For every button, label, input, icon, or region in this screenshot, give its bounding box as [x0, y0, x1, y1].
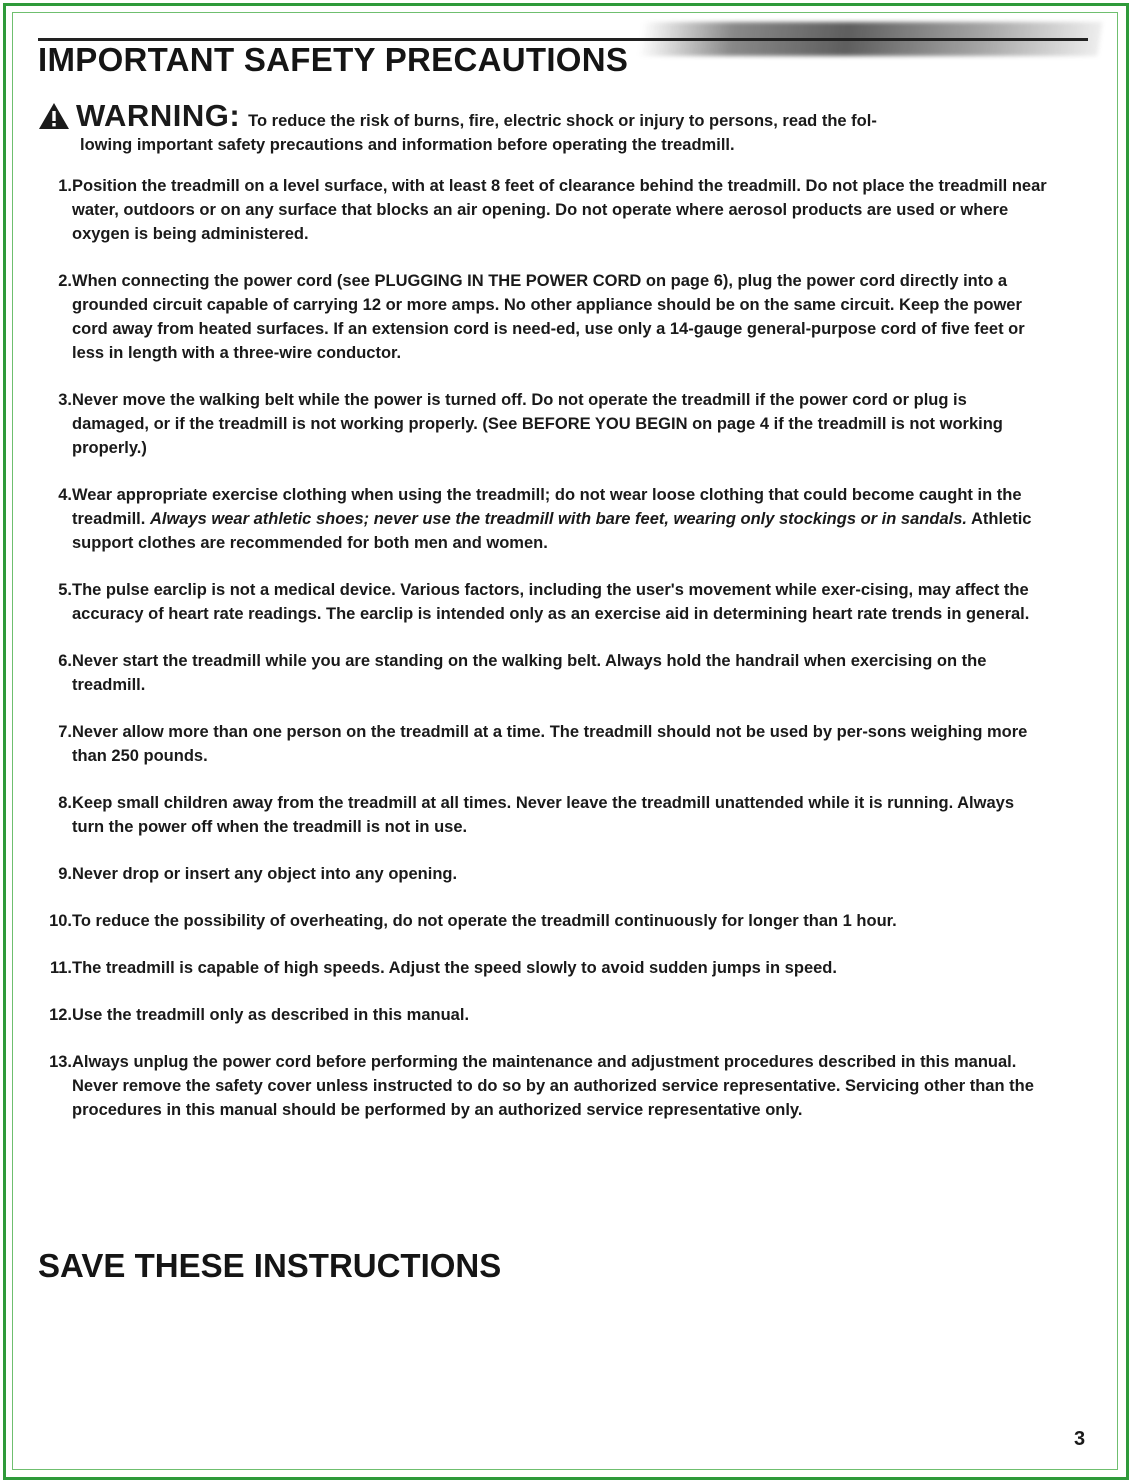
list-item [38, 956, 1048, 980]
item-number: 3. [58, 391, 72, 409]
list-item [38, 483, 1048, 555]
list-item [38, 1050, 1048, 1122]
item-number: 1. [58, 177, 72, 195]
list-item [38, 862, 1048, 886]
list-item [38, 649, 1048, 697]
item-text-italic: Always wear athletic shoes; never use the treadmill with bare feet, wearing only stockings or in sandals. [149, 510, 967, 528]
warning-triangle-icon [38, 102, 70, 130]
item-number: 4. [58, 486, 72, 504]
item-text-after: Athletic support clothes are recommended for both men and women. [72, 510, 1032, 552]
item-text: To reduce the possibility of overheating, do not operate the treadmill continuously for longer than 1 hour. [72, 912, 897, 930]
item-text: The pulse earclip is not a medical device. Various factors, including the user's movement while exer-cising, may affect the accuracy of heart rate readings. The earclip is intended only as an exercise aid in determining heart rate trends in general. [72, 581, 1030, 623]
page-number: 3 [1074, 1428, 1086, 1450]
item-text: Never drop or insert any object into any opening. [72, 865, 458, 883]
list-item [38, 791, 1048, 839]
list-item [38, 578, 1048, 626]
warning-line [38, 98, 1048, 133]
list-item [38, 174, 1048, 246]
warning-block [38, 98, 1048, 157]
item-text: When connecting the power cord (see PLUGGING IN THE POWER CORD on page 6), plug the power cord directly into a grounded circuit capable of carrying 12 or more amps. No other appliance should be on the same circuit. Keep the power cord away from heated surfaces. If an extension cord is need-ed, use only a 14-gauge general-purpose cord of five feet or less in length with a three-wire conductor. [72, 272, 1025, 362]
precautions-list [38, 174, 1048, 1145]
list-item [38, 269, 1048, 365]
item-text: The treadmill is capable of high speeds. Adjust the speed slowly to avoid sudden jumps in speed. [72, 959, 837, 977]
warning-text-line1: To reduce the risk of burns, fire, electric shock or injury to persons, read the fol- [248, 112, 877, 130]
item-text: Position the treadmill on a level surface, with at least 8 feet of clearance behind the treadmill. Do not place the treadmill near water, outdoors or on any surface that blocks an air opening. Do not operate where aerosol products are used or where oxygen is being administered. [72, 177, 1047, 243]
item-text: Keep small children away from the treadmill at all times. Never leave the treadmill unattended while it is running. Always turn the power off when the treadmill is not in use. [72, 794, 1014, 836]
page-title: IMPORTANT SAFETY PRECAUTIONS [38, 41, 629, 78]
item-text: Never allow more than one person on the treadmill at a time. The treadmill should not be used by per-sons weighing more than 250 pounds. [72, 723, 1028, 765]
item-number: 5. [58, 581, 72, 599]
item-number: 11. [49, 959, 72, 977]
item-text-before: Wear appropriate exercise clothing when using the treadmill; do not wear loose clothing that could become caught in the treadmill. [72, 486, 1022, 528]
item-text [72, 483, 1048, 555]
list-item [38, 909, 1048, 933]
item-number: 12. [49, 1006, 72, 1024]
warning-label: WARNING: [76, 98, 241, 133]
item-number: 13. [49, 1053, 72, 1071]
item-number: 10. [49, 912, 72, 930]
list-item [38, 1003, 1048, 1027]
item-text: Never start the treadmill while you are standing on the walking belt. Always hold the handrail when exercising on the treadmill. [72, 652, 987, 694]
item-number: 2. [58, 272, 72, 290]
item-number: 8. [58, 794, 72, 812]
item-number: 6. [58, 652, 72, 670]
item-text: Use the treadmill only as described in this manual. [72, 1006, 470, 1024]
warning-text-line2: lowing important safety precautions and information before operating the treadmill. [80, 136, 735, 154]
item-text: Always unplug the power cord before performing the maintenance and adjustment procedures described in this manual. Never remove the safety cover unless instructed to do so by an authorized service representative. Servicing other than the procedures in this manual should be performed by an authorized service representative only. [72, 1053, 1034, 1119]
list-item [38, 388, 1048, 460]
item-number: 9. [58, 865, 72, 883]
item-number: 7. [58, 723, 72, 741]
save-instructions-heading: SAVE THESE INSTRUCTIONS [38, 1247, 502, 1284]
list-item [38, 720, 1048, 768]
item-text: Never move the walking belt while the power is turned off. Do not operate the treadmill if the power cord or plug is damaged, or if the treadmill is not working properly. (See BEFORE YOU BEGIN on page 4 if the treadmill is not working properly.) [72, 391, 1003, 457]
